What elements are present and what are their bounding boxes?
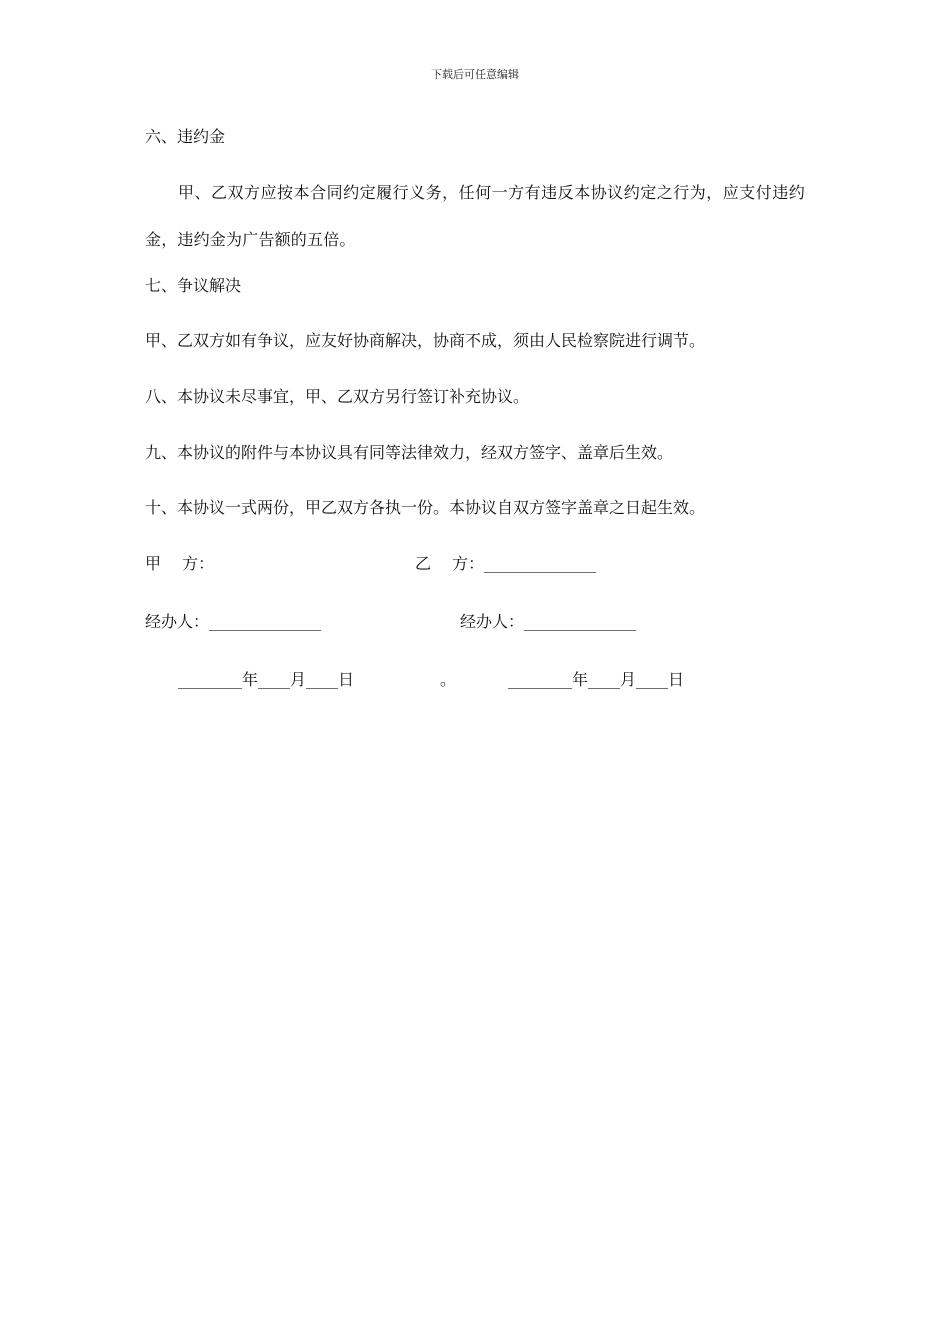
party-a-label: 甲 方： bbox=[145, 554, 215, 573]
section-10: 十、本协议一式两份，甲乙双方各执一份。本协议自双方签字盖章之日起生效。 bbox=[145, 498, 706, 517]
section-6-body: 甲、乙双方应按本合同约定履行义务，任何一方有违反本协议约定之行为，应支付违约金，违约金为广告额的五倍。 bbox=[145, 183, 805, 249]
page-header: 下载后可任意编辑 bbox=[431, 68, 519, 81]
date-separator: 。 bbox=[440, 670, 457, 689]
date-a: ________年____月____日 bbox=[178, 670, 355, 689]
section-7-heading: 七、争议解决 bbox=[145, 276, 242, 295]
agent-b-label: 经办人：______________ bbox=[460, 612, 637, 631]
section-6-heading: 六、违约金 bbox=[145, 127, 226, 146]
agent-a-label: 经办人：______________ bbox=[145, 612, 322, 631]
section-7-body: 甲、乙双方如有争议，应友好协商解决，协商不成，须由人民检察院进行调节。 bbox=[145, 331, 706, 350]
date-b: ________年____月____日 bbox=[508, 670, 685, 689]
section-9: 九、本协议的附件与本协议具有同等法律效力，经双方签字、盖章后生效。 bbox=[145, 443, 674, 462]
party-b-label: 乙 方：______________ bbox=[415, 554, 597, 573]
section-8: 八、本协议未尽事宜，甲、乙双方另行签订补充协议。 bbox=[145, 387, 530, 406]
